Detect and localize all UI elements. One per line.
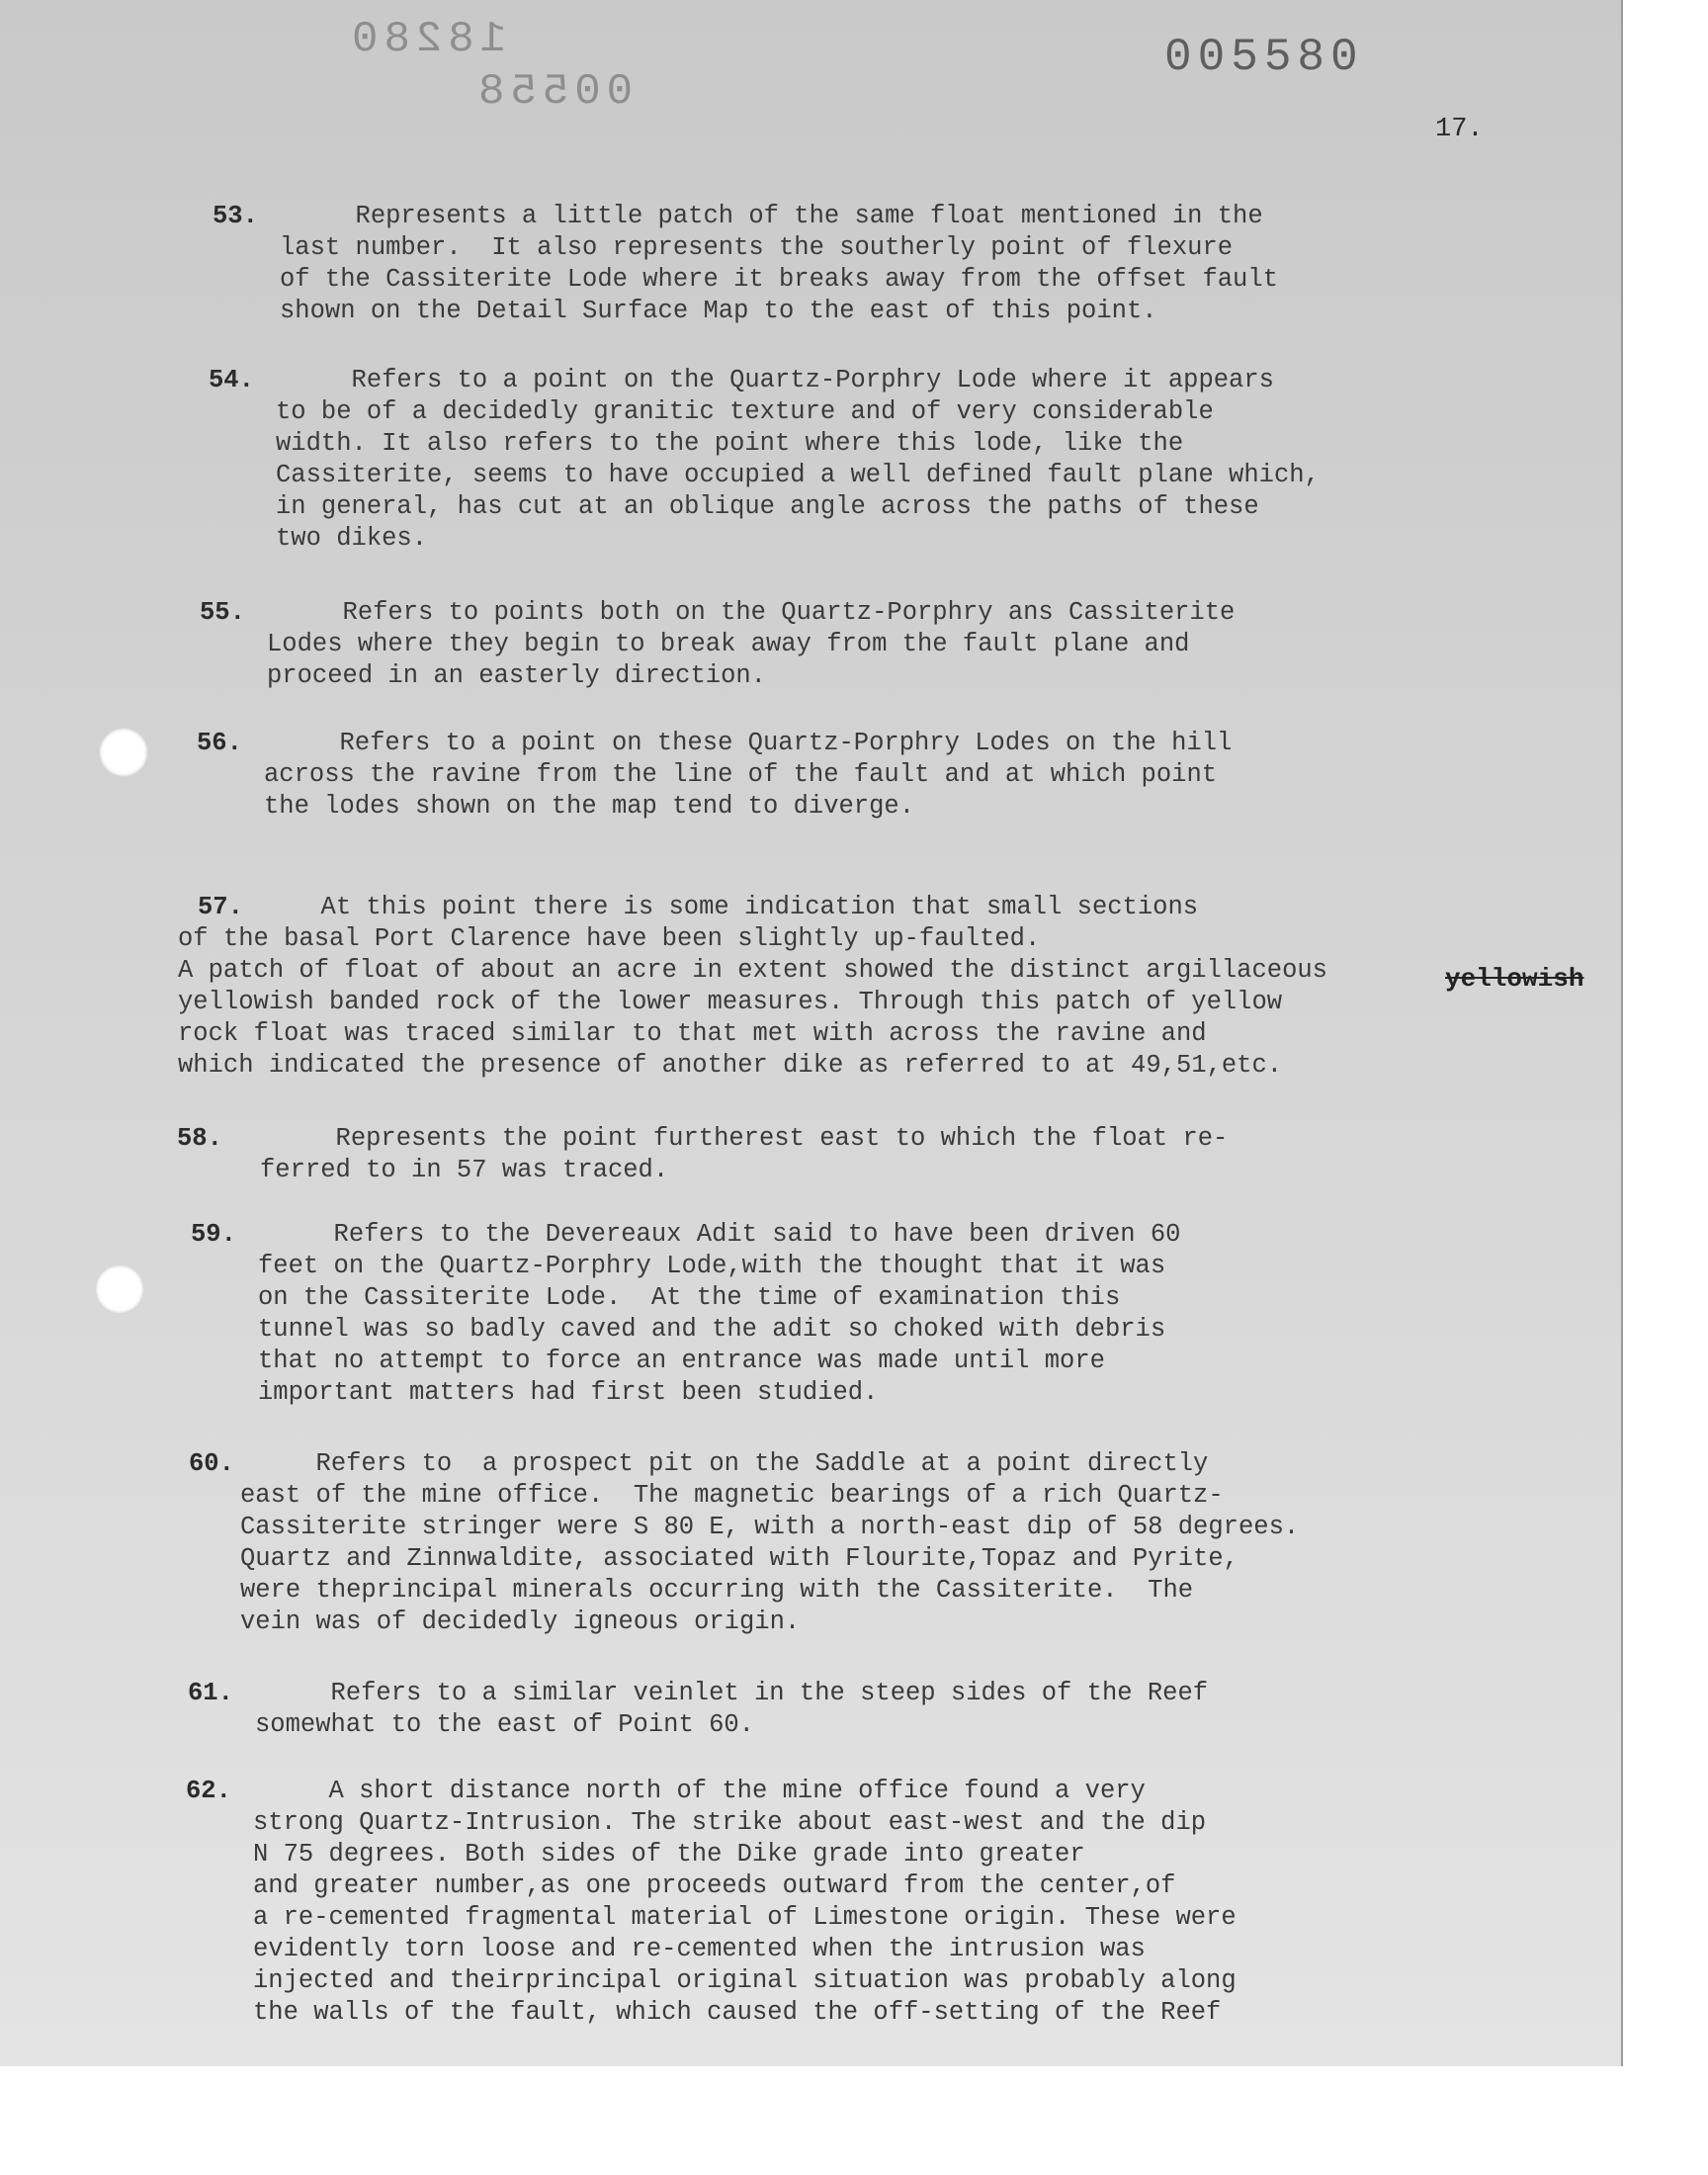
- item-line: width. It also refers to the point where this lode, like the: [276, 429, 1184, 458]
- item-line: Refers to a point on these Quartz-Porphry Lodes on the hill: [264, 729, 1233, 757]
- item-line: evidently torn loose and re-cemented when the intrusion was: [253, 1935, 1146, 1963]
- item-line: rock float was traced similar to that met with across the ravine and: [178, 1019, 1207, 1048]
- item-line: A short distance north of the mine office found a very: [253, 1777, 1146, 1805]
- item-line: injected and theirprincipal original situation was probably along: [253, 1966, 1237, 1995]
- item-line: somewhat to the east of Point 60.: [255, 1710, 754, 1739]
- item-number: 59.: [191, 1220, 236, 1249]
- struck-out-word: yellowish: [1445, 964, 1584, 994]
- item-line: yellowish banded rock of the lower measures. Through this patch of yellow: [178, 988, 1283, 1016]
- item-line: Lodes where they begin to break away from the fault plane and: [267, 630, 1190, 658]
- item-line: Cassiterite stringer were S 80 E, with a north-east dip of 58 degrees.: [240, 1513, 1300, 1541]
- item-line: proceed in an easterly direction.: [267, 661, 766, 690]
- item-line: a re-cemented fragmental material of Limestone origin. These were: [253, 1903, 1237, 1932]
- item-line: At this point there is some indication that small sections: [245, 893, 1199, 921]
- punch-hole-top: [99, 728, 148, 777]
- item-line: that no attempt to force an entrance was made until more: [258, 1347, 1105, 1375]
- item-line: A patch of float of about an acre in extent showed the distinct argillaceous: [178, 956, 1327, 985]
- mirrored-stamp-2: 00558: [472, 67, 634, 117]
- punch-hole-bottom: [95, 1264, 144, 1314]
- item-line: tunnel was so badly caved and the adit so choked with debris: [258, 1315, 1166, 1344]
- item-line: Refers to a prospect pit on the Saddle at a point directly: [240, 1449, 1209, 1478]
- item-line: feet on the Quartz-Porphry Lode,with the thought that it was: [258, 1252, 1166, 1280]
- item-line: vein was of decidedly igneous origin.: [240, 1608, 801, 1636]
- item-line: which indicated the presence of another dike as referred to at 49,51,etc.: [178, 1051, 1283, 1080]
- mirrored-stamp-1: 18280: [346, 15, 507, 64]
- item-number: 53.: [213, 202, 258, 230]
- item-line: in general, has cut at an oblique angle across the paths of these: [276, 492, 1259, 521]
- item-number: 58.: [177, 1124, 222, 1153]
- item-line: Refers to a similar veinlet in the steep sides of the Reef: [255, 1679, 1209, 1707]
- item-line: important matters had first been studied.: [258, 1378, 879, 1407]
- item-line: two dikes.: [276, 524, 428, 553]
- item-number: 61.: [188, 1679, 233, 1707]
- item-line: last number. It also represents the southerly point of flexure: [280, 233, 1234, 262]
- item-line: Represents the point furtherest east to which the float re-: [260, 1124, 1229, 1153]
- item-line: N 75 degrees. Both sides of the Dike grade into greater: [253, 1840, 1085, 1869]
- item-line: of the basal Port Clarence have been slightly up-faulted.: [178, 924, 1041, 953]
- document-stamp-number: 005580: [1164, 32, 1364, 83]
- item-line: and greater number,as one proceeds outward from the center,of: [253, 1871, 1176, 1900]
- item-line: strong Quartz-Intrusion. The strike about east-west and the dip: [253, 1808, 1207, 1837]
- item-line: Cassiterite, seems to have occupied a well defined fault plane which,: [276, 461, 1320, 489]
- item-number: 57.: [198, 893, 243, 921]
- item-line: east of the mine office. The magnetic bearings of a rich Quartz-: [240, 1481, 1224, 1510]
- item-line: Refers to points both on the Quartz-Porphry ans Cassiterite: [267, 598, 1236, 627]
- item-line: ferred to in 57 was traced.: [260, 1156, 669, 1184]
- item-line: shown on the Detail Surface Map to the east of this point.: [280, 297, 1157, 325]
- item-line: on the Cassiterite Lode. At the time of examination this: [258, 1283, 1121, 1312]
- page-number: 17.: [1435, 115, 1484, 144]
- item-line: Quartz and Zinnwaldite, associated with Flourite,Topaz and Pyrite,: [240, 1544, 1238, 1573]
- item-line: were theprincipal minerals occurring with the Cassiterite. The: [240, 1576, 1194, 1605]
- item-number: 62.: [186, 1777, 231, 1805]
- item-line: Refers to a point on the Quartz-Porphry Lode where it appears: [276, 366, 1274, 394]
- item-number: 56.: [197, 729, 242, 757]
- item-number: 60.: [189, 1449, 234, 1478]
- item-line: of the Cassiterite Lode where it breaks away from the offset fault: [280, 265, 1278, 294]
- item-line: to be of a decidedly granitic texture and of very considerable: [276, 397, 1214, 426]
- item-line: Refers to the Devereaux Adit said to have been driven 60: [258, 1220, 1181, 1249]
- item-number: 54.: [209, 366, 254, 394]
- item-line: the walls of the fault, which caused the off-setting of the Reef: [253, 1998, 1222, 2027]
- item-line: Represents a little patch of the same float mentioned in the: [280, 202, 1263, 230]
- item-line: the lodes shown on the map tend to diverge.: [264, 792, 915, 821]
- item-number: 55.: [200, 598, 245, 627]
- item-line: across the ravine from the line of the fault and at which point: [264, 760, 1218, 789]
